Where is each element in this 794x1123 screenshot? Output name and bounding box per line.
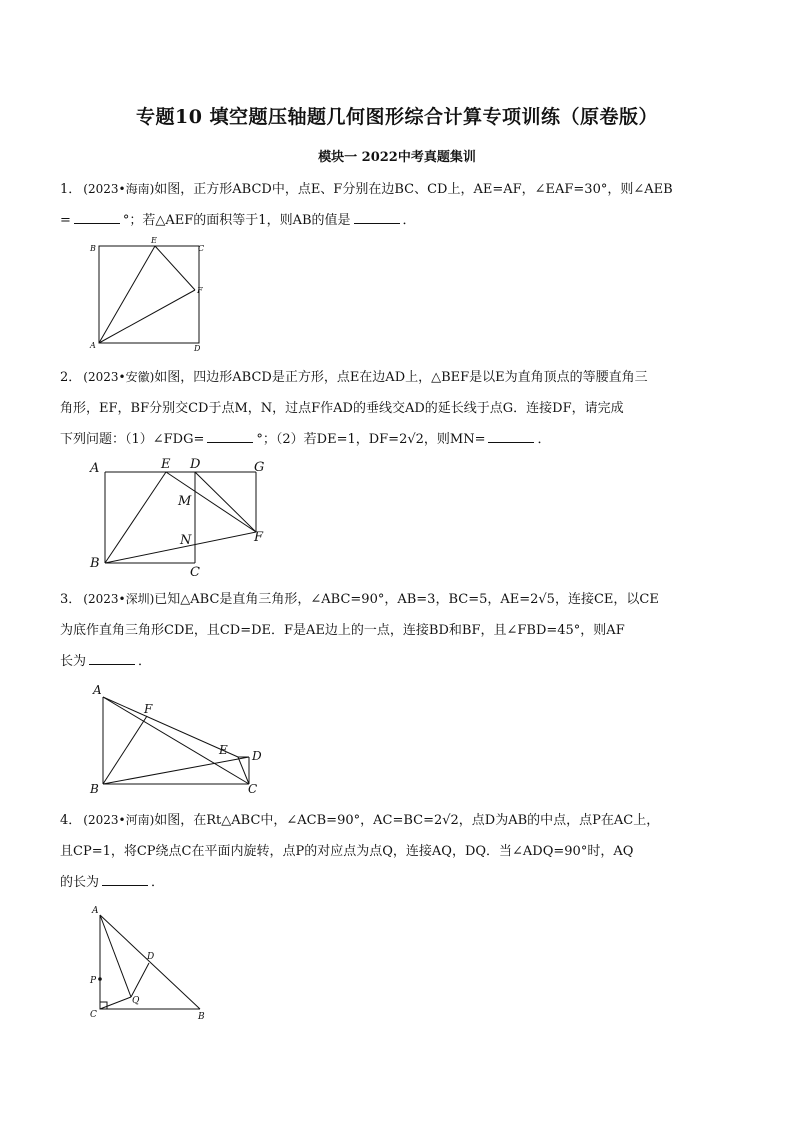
point-P: [98, 977, 102, 981]
answer-blank: [74, 211, 120, 224]
label-C: C: [90, 1010, 97, 1020]
question-4-line3: 的长为 ．: [60, 875, 165, 890]
label-N: N: [180, 533, 192, 548]
question-3-line1: 3． (2023•深圳)已知△ABC是直角三角形，∠ABC=90°，AB=3，BC=5，AE=2√5，连接CE，以CE: [60, 592, 659, 607]
label-E: E: [161, 457, 171, 472]
figure-1: [85, 236, 225, 355]
question-3-line3: 长为 ．: [60, 654, 152, 669]
label-Q: Q: [132, 996, 140, 1006]
figure-4: [85, 903, 215, 1023]
label-B: B: [90, 782, 99, 796]
label-A: A: [92, 906, 99, 916]
label-C: C: [190, 565, 200, 580]
question-3-line2: 为底作直角三角形CDE，且CD=DE．F是AE边上的一点，连接BD和BF，且∠FBD=45°，则AF: [60, 623, 625, 638]
label-F: F: [144, 702, 153, 716]
answer-blank: [488, 430, 534, 443]
figure-2: [88, 456, 278, 581]
question-2: [60, 362, 725, 455]
label-F: F: [254, 530, 264, 545]
question-1-line1: 1． (2023•海南)如图，正方形ABCD中，点E、F分别在边BC、CD上，AE=AF，∠EAF=30°，则∠AEB: [60, 182, 673, 197]
question-1-line2: = °；若△AEF的面积等于1，则AB的值是 ．: [60, 213, 416, 228]
label-C: C: [198, 244, 205, 253]
page-title: 专题10 填空题压轴题几何图形综合计算专项训练（原卷版）: [135, 106, 659, 128]
question-4: [60, 805, 725, 898]
question-2-line2: 角形，EF，BF分别交CD于点M，N，过点F作AD的垂线交AD的延长线于点G．连接DF，请完成: [60, 401, 624, 416]
label-E: E: [219, 743, 228, 757]
figure-3: [88, 683, 278, 798]
label-B: B: [198, 1012, 205, 1022]
label-D: D: [194, 344, 201, 353]
label-D: D: [252, 749, 262, 763]
module-subtitle: 模块一 2022中考真题集训: [318, 150, 476, 165]
question-1: [60, 174, 725, 236]
label-B: B: [90, 556, 100, 571]
question-4-line1: 4． (2023•河南)如图，在Rt△ABC中，∠ACB=90°，AC=BC=2√2，点D为AB的中点，点P在AC上，: [60, 813, 660, 828]
label-A: A: [90, 341, 96, 350]
answer-blank: [207, 430, 253, 443]
label-F: F: [197, 286, 203, 295]
label-G: G: [254, 460, 265, 475]
label-A: A: [93, 683, 102, 697]
label-P: P: [90, 976, 97, 986]
answer-blank: [102, 873, 148, 886]
question-3: [60, 584, 725, 677]
label-D: D: [190, 457, 201, 472]
label-M: M: [178, 494, 192, 509]
label-A: A: [90, 461, 100, 476]
label-D: D: [147, 952, 155, 962]
question-2-line1: 2． (2023•安徽)如图，四边形ABCD是正方形，点E在边AD上，△BEF是以E为直角顶点的等腰直角三: [60, 370, 648, 385]
question-4-line2: 且CP=1，将CP绕点C在平面内旋转，点P的对应点为点Q，连接AQ，DQ．当∠ADQ=90°时，AQ: [60, 844, 634, 859]
label-C: C: [248, 782, 258, 796]
answer-blank: [354, 211, 400, 224]
label-B: B: [90, 244, 96, 253]
question-2-line3: 下列问题：（1）∠FDG= °；（2）若DE=1，DF=2√2，则MN= ．: [60, 432, 551, 447]
answer-blank: [89, 652, 135, 665]
label-E: E: [151, 236, 157, 245]
